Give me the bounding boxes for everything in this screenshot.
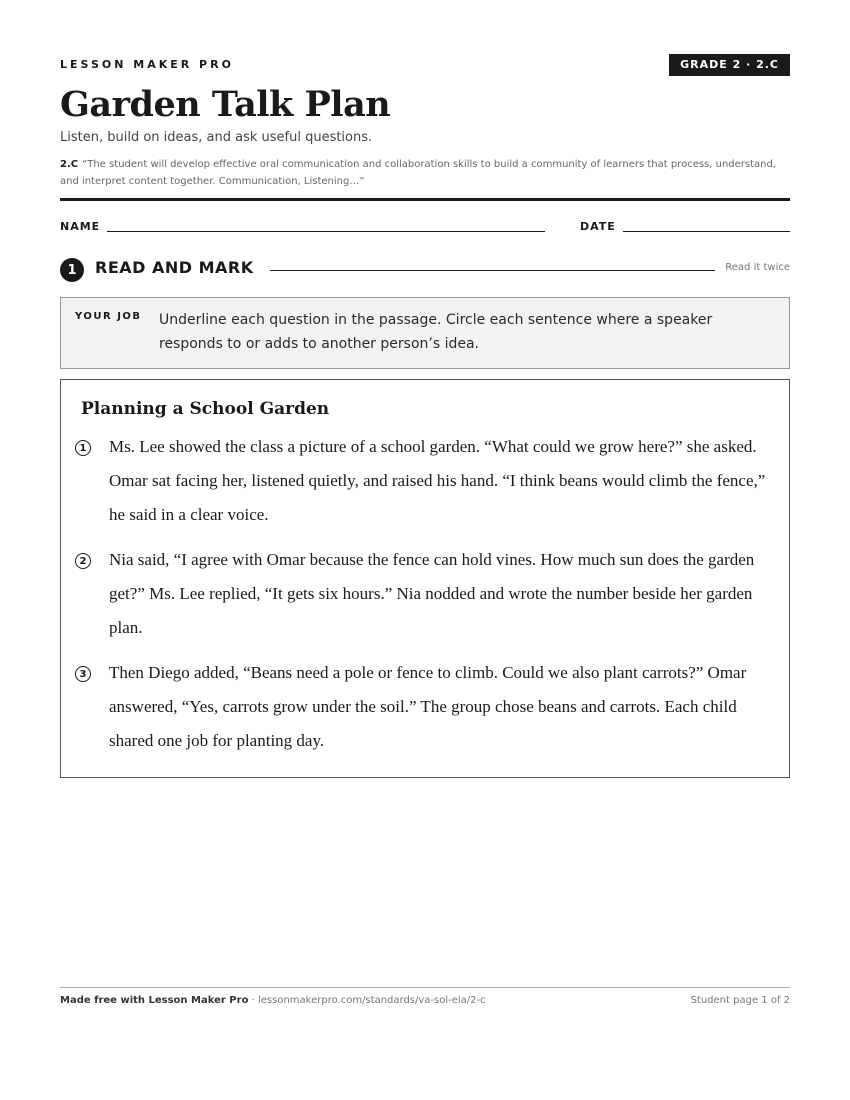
page-subtitle: Listen, build on ideas, and ask useful questions. — [60, 130, 373, 145]
passage-title: Planning a School Garden — [81, 399, 330, 419]
standard-text: “The student will develop effective oral communication and collaboration skills to build a community of learners that process, understand, and interpret content together. Communication, Listening…” — [60, 159, 777, 187]
section-note: Read it twice — [725, 262, 790, 273]
your-job-text: Underline each question in the passage. Circle each sentence where a speaker responds to or adds to another person’s idea. — [159, 312, 713, 352]
page-title: Garden Talk Plan — [60, 84, 391, 125]
paragraph-number: 1 — [75, 440, 91, 456]
section-divider — [270, 270, 715, 271]
paragraph-text: Nia said, “I agree with Omar because the fence can hold vines. How much sun does the garden get?” Ms. Lee replied, “It gets six hours.” Nia nodded and wrote the number beside her garden plan. — [109, 550, 755, 637]
date-label: DATE — [580, 220, 616, 233]
passage-box — [60, 379, 790, 778]
date-field[interactable] — [623, 231, 790, 232]
name-field[interactable] — [107, 231, 545, 232]
standard-code: 2.C — [60, 159, 79, 170]
name-label: NAME — [60, 220, 101, 233]
footer-credit — [60, 995, 486, 1006]
standard-description — [60, 156, 790, 190]
footer-made-with: Made free with Lesson Maker Pro — [60, 995, 249, 1006]
paragraph-number: 3 — [75, 666, 91, 682]
your-job-box — [60, 297, 790, 369]
footer-divider — [60, 987, 790, 988]
paragraph-text: Then Diego added, “Beans need a pole or fence to climb. Could we also plant carrots?” Omar answered, “Yes, carrots grow under the soil.” The group chose beans and carrots. Each child shared one job for planting day. — [109, 663, 747, 750]
paragraph-text: Ms. Lee showed the class a picture of a school garden. “What could we grow here?” she asked. Omar sat facing her, listened quietly, and raised his hand. “I think beans would climb the fence,” he said in a clear voice. — [109, 437, 766, 524]
section-title: READ AND MARK — [95, 258, 254, 277]
footer-url[interactable]: · lessonmakerpro.com/standards/va-sol-ela/2-c — [248, 995, 486, 1006]
your-job-label: YOUR JOB — [75, 311, 142, 322]
header-divider — [60, 198, 790, 201]
grade-badge: GRADE 2 · 2.C — [669, 54, 790, 76]
section-number-badge: 1 — [60, 258, 84, 282]
footer-page-number: Student page 1 of 2 — [690, 995, 790, 1006]
brand-name: LESSON MAKER PRO — [60, 58, 234, 71]
paragraph-number: 2 — [75, 553, 91, 569]
